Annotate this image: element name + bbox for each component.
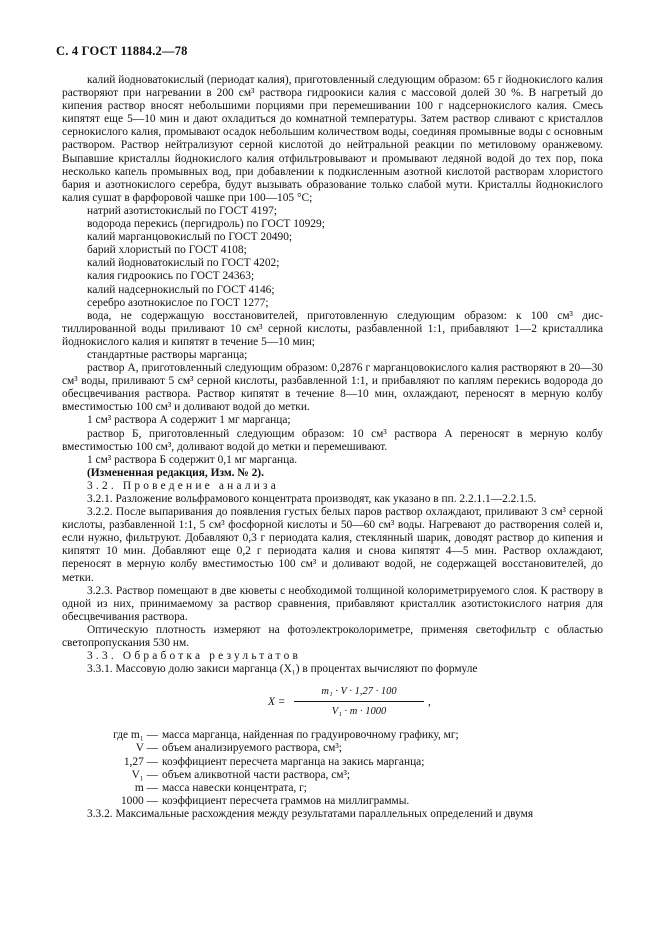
- legend-row: [62, 795, 603, 808]
- reagent-item: калий йодноватокислый по ГОСТ 4202;: [87, 257, 280, 270]
- formula-comma: ,: [428, 696, 431, 709]
- legend-symbol: V —: [135, 742, 158, 755]
- paragraph-periodate-prep: калий йодноватокислый (периодат калия), приготовленный следующим образом: 65 г йоднокислого калия растворяют при нагревании в 200 см³ раствора гидроокиси калия с массовой долей 30 %. В нагретый до кипения раствор вносят небольшими порциями при перемешивании 100 г надсернокислого калия. Смесь кипятят еще 5—10 мин и дают охладиться до комнатной температуры. Затем раствор сливают с кристаллов сернокислого калия, промывают осадок небольшим количеством воды, соединяя промывные воды с основным раствором. Раствор нейтрализуют серной кислотой до нейтральной реакции по метиловому оранжевому. Выпавшие кристаллы йоднокислого калия отфильтровывают и промывают ледяной водой до тех пор, пока несколько капель промывных вод, при добавлении к подкисленным азотной кислотой растворам хлористого бария и азотнокислого серебра, будут вызывать образование только слабой мути. Кристаллы йоднокислого калия сушат в фарфоровой чашке при 100—105 °С;: [62, 74, 603, 204]
- paragraph-standard-solutions: стандартные растворы марганца;: [87, 348, 248, 361]
- page-header: С. 4 ГОСТ 11884.2—78: [56, 44, 188, 58]
- reagent-item: калий надсернокислый по ГОСТ 4146;: [87, 283, 275, 296]
- paragraph-solution-b: раствор Б, приготовленный следующим образом: 10 см³ раствора А переносят в мерную колбу вместимостью 100 см³, доливают водой до метки и перемешивают.: [62, 427, 603, 453]
- formula-denominator: V₁ · m · 1000: [331, 706, 387, 718]
- formula-lhs: X =: [268, 696, 286, 709]
- reagent-item: калия гидроокись по ГОСТ 24363;: [87, 270, 255, 283]
- edition-note: (Измененная редакция, Изм. № 2).: [87, 466, 264, 479]
- legend-description: масса марганца, найденная по градуировочному графику, мг;: [162, 729, 459, 742]
- legend-row: [62, 782, 603, 795]
- legend-description: коэффициент пересчета граммов на миллиграммы.: [162, 794, 410, 807]
- legend-row: [62, 756, 603, 769]
- paragraph-3-3-1: 3.3.1. Массовую долю закиси марганца (X₁) в процентах вычисляют по формуле: [87, 663, 478, 676]
- legend-description: объем анализируемого раствора, см³;: [162, 742, 342, 755]
- formula-numerator: m₁ · V · 1,27 · 100: [321, 686, 397, 698]
- paragraph-optical-density: Оптическую плотность измеряют на фотоэлектроколориметре, применяя светофильтр с областью светопропускания 530 нм.: [62, 623, 603, 650]
- paragraph-solution-a: раствор А, приготовленный следующим образом: 0,2876 г марганцовокислого калия растворяют в 20—30 см³ воды, приливают 5 см³ серной кислоты, разбавленной 1:1, и прибавляют по каплям перекись водорода до обесцвечивания раствора. Раствор кипятят в течение 8—10 мин, охлаждают, переносят в мерную колбу вместимостью 100 см³ и доливают водой до метки.: [62, 362, 603, 414]
- reagent-item: водорода перекись (пергидроль) по ГОСТ 10929;: [87, 218, 325, 231]
- legend-row: [62, 729, 603, 742]
- formula: [62, 679, 603, 727]
- paragraph-3-2-2: 3.2.2. После выпаривания до появления густых белых паров раствор охлаждают, приливают 3 см³ серной кислоты, разбавленной 1:1, 5 см³ фосфорной кислоты и 50—60 см³ воды. Нагревают до растворения солей и, если нужно, фильтруют. Добавляют 0,3 г периодата калия, стеклянный шарик, доводят раствор до кипения и кипятят 10 мин. Добавляют еще 0,2 г периодата калия и снова кипятят 4—5 мин. Раствор охлаждают, переносят в мерную колбу вместимостью 100 см³ и доливают водой, не содержащей восстановителей, до метки.: [62, 506, 603, 584]
- legend-symbol: m —: [134, 781, 158, 794]
- legend-description: масса навески концентрата, г;: [162, 781, 307, 794]
- paragraph-3-2-3: 3.2.3. Раствор помещают в две кюветы с необходимой толщиной колориметрируемого слоя. К раствору в одной из них, принимаемому за раствор сравнения, прибавляют кристаллик азотистокислого натрия для обесцвечивания раствора.: [62, 584, 603, 623]
- legend-symbol: V₁ —: [131, 768, 158, 781]
- reagent-item: серебро азотнокислое по ГОСТ 1277;: [87, 296, 269, 309]
- legend-row: [62, 742, 603, 755]
- formula-legend: [62, 729, 603, 808]
- paragraph-solution-b-content: 1 см³ раствора Б содержит 0,1 мг марганца.: [87, 453, 298, 466]
- legend-description: объем аликвотной части раствора, см³;: [162, 768, 351, 781]
- legend-symbol: 1000 —: [120, 794, 158, 807]
- paragraph-3-2-1: 3.2.1. Разложение вольфрамового концентрата производят, как указано в пп. 2.2.1.1—2.2.1.5.: [87, 493, 537, 505]
- paragraph-solution-a-content: 1 см³ раствора А содержит 1 мг марганца;: [87, 414, 291, 427]
- paragraph-3-3-2: 3.3.2. Максимальные расхождения между результатами параллельных определений и двумя: [87, 807, 534, 820]
- document-body: [62, 74, 603, 821]
- paragraph-water: вода, не содержащую восстановителей, приготовленную следующим образом: к 100 см³ дистиллированной воды приливают 10 см³ серной кислоты, разбавленной 1:1, прибавляют 1—2 кристаллика йоднокислого калия и кипятят в течение 5—10 мин;: [62, 309, 603, 348]
- fraction-bar: [294, 701, 424, 702]
- legend-symbol: где m₁ —: [113, 729, 158, 742]
- reagent-item: барий хлористый по ГОСТ 4108;: [87, 244, 247, 257]
- reagent-item: калий марганцовокислый по ГОСТ 20490;: [87, 231, 293, 244]
- reagent-item: натрий азотистокислый по ГОСТ 4197;: [87, 204, 278, 217]
- legend-row: [62, 769, 603, 782]
- section-heading-analysis: 3.2. Проведение анализа: [87, 479, 279, 492]
- legend-description: коэффициент пересчета марганца на закись марганца;: [162, 755, 425, 768]
- section-heading-results: 3.3. Обработка результатов: [87, 650, 302, 663]
- legend-symbol: 1,27 —: [123, 755, 158, 768]
